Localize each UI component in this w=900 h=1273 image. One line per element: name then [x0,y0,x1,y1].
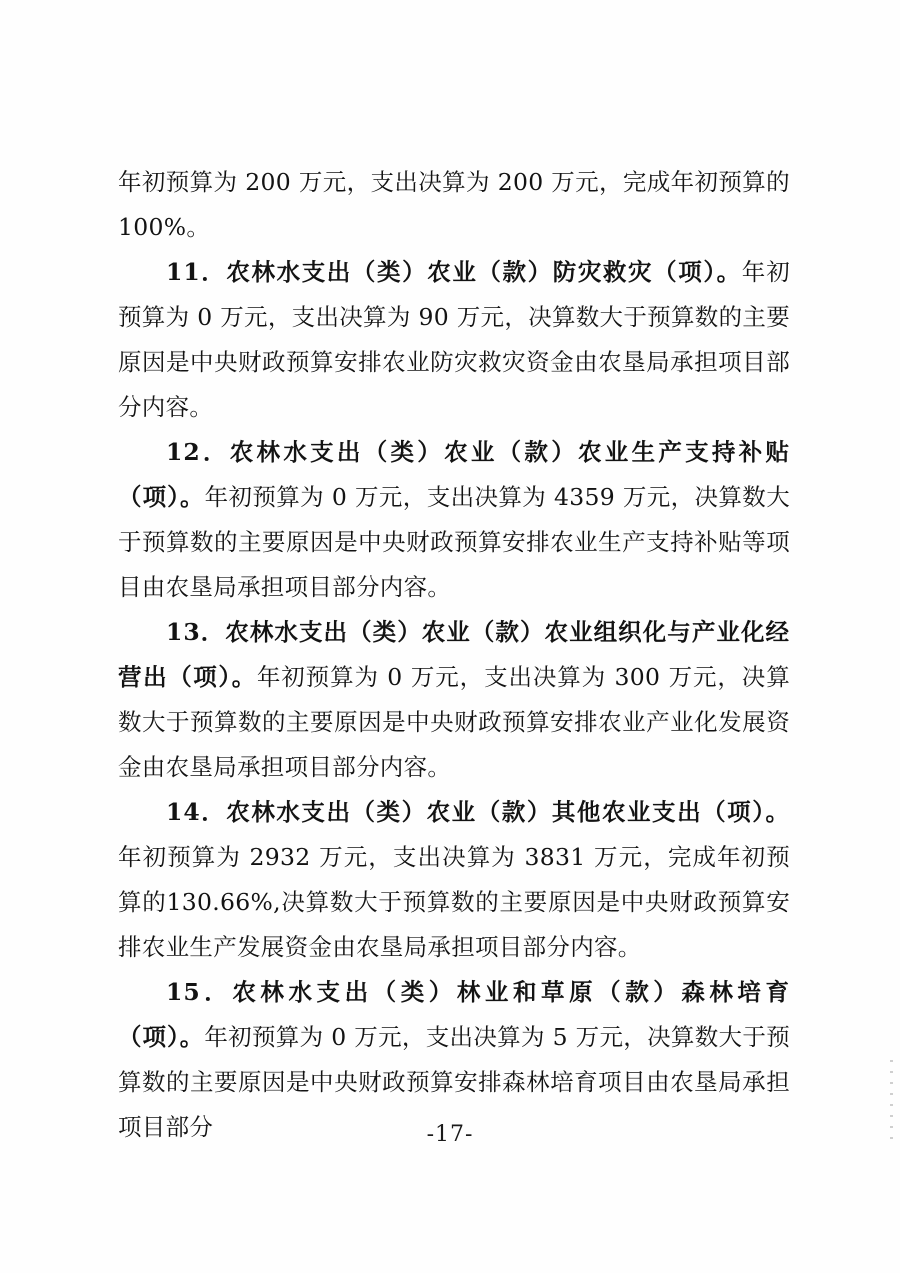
paragraph-heading-run: 13．农林水支出（类）农业（款）农业组织化与产业化经营出（项）。 [118,618,790,691]
paragraph-heading-run: 14．农林水支出（类）农业（款）其他农业支出（项）。 [166,798,790,826]
paragraph-item-11 [118,250,790,430]
document-body [118,160,790,1150]
paragraph-heading-run: 11．农林水支出（类）农业（款）防灾救灾（项）。 [166,258,742,286]
paragraph-text-run: 年初预算为 0 万元，支出决算为 4359 万元，决算数大于预算数的主要原因是中央财政预算安排农业生产支持补贴等项目由农垦局承担项目部分内容。 [118,483,790,601]
paragraph-text-run: 年初预算为 0 万元，支出决算为 90 万元，决算数大于预算数的主要原因是中央财政预算安排农业防灾救灾资金由农垦局承担项目部分内容。 [118,258,790,421]
paragraph-item-13 [118,610,790,790]
paragraph-text-run: 年初预算为 200 万元，支出决算为 200 万元，完成年初预算的100%。 [118,168,790,241]
paragraph-text-run: 年初预算为 0 万元，支出决算为 5 万元，决算数大于预算数的主要原因是中央财政预算安排森林培育项目由农垦局承担项目部分 [118,1023,790,1141]
paragraph-text-run: 年初预算为 2932 万元，支出决算为 3831 万元，完成年初预算的130.66%,决算数大于预算数的主要原因是中央财政预算安排农业生产发展资金由农垦局承担项目部分内容。 [118,843,790,961]
paragraph-item-14 [118,790,790,970]
paragraph-heading-run: 12．农林水支出（类）农业（款）农业生产支持补贴（项）。 [118,438,790,511]
paragraph-continued [118,160,790,250]
paragraph-text-run: 年初预算为 0 万元，支出决算为 300 万元，决算数大于预算数的主要原因是中央财政预算安排农业产业化发展资金由农垦局承担项目部分内容。 [118,663,790,781]
paragraph-heading-run: 15．农林水支出（类）林业和草原（款）森林培育（项）。 [118,978,790,1051]
scan-edge-marks [890,1060,894,1180]
page-number: -17- [426,1122,474,1147]
paragraph-item-12 [118,430,790,610]
